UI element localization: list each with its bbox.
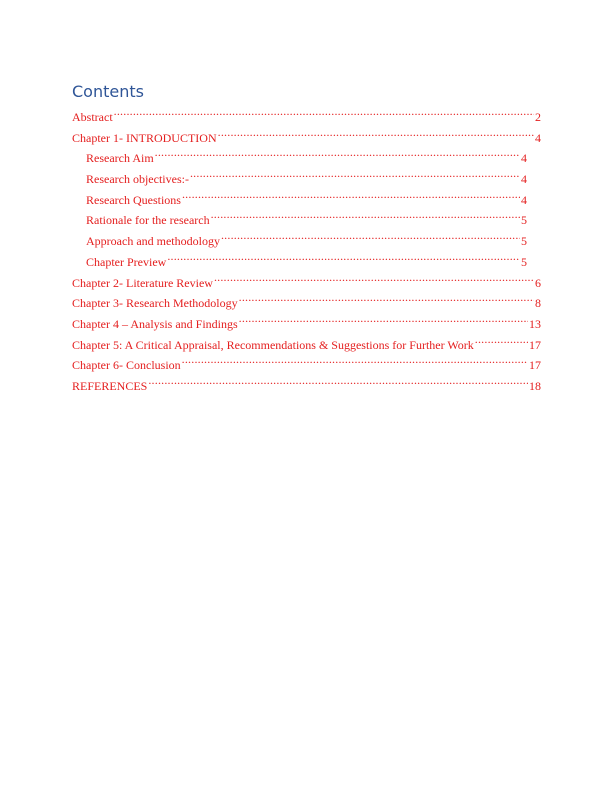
toc-page-number: 13 [529,316,541,331]
toc-entry-label: Chapter 1- INTRODUCTION [72,130,217,145]
toc-dot-leader [167,246,520,266]
toc-title: Contents [72,82,144,101]
toc-dot-leader [211,204,520,224]
toc-entry-label: Chapter 6- Conclusion [72,358,181,373]
toc-page-number: 4 [521,172,527,187]
toc-dot-leader [182,184,520,204]
toc-dot-leader [190,163,520,183]
toc-entry-chapter-1[interactable] [72,122,541,143]
toc-entry-label: Research objectives:- [86,172,189,187]
toc-entry-label: Chapter 3- Research Methodology [72,296,238,311]
toc-entry-label: Approach and methodology [86,234,220,249]
toc-entry-label: REFERENCES [72,378,148,393]
table-of-contents [72,101,541,391]
toc-page-number: 5 [521,213,527,228]
toc-dot-leader [239,308,528,328]
toc-entry-label: Rationale for the research [86,213,210,228]
toc-dot-leader [155,142,520,162]
toc-entry-label: Abstract [72,110,113,124]
toc-page-number: 17 [529,358,541,373]
toc-page-number: 8 [535,296,541,311]
toc-page-number: 4 [535,130,541,145]
toc-page-number: 2 [535,110,541,124]
toc-entry-label: Chapter 4 – Analysis and Findings [72,316,238,331]
toc-page-number: 4 [521,151,527,166]
toc-page-number: 18 [529,378,541,393]
toc-entry-label: Research Aim [86,151,154,166]
toc-dot-leader [218,122,534,142]
toc-dot-leader [475,329,528,349]
toc-entry-abstract[interactable] [72,101,541,122]
toc-dot-leader [114,101,534,121]
toc-entry-label: Research Questions [86,192,181,207]
toc-entry-label: Chapter 5: A Critical Appraisal, Recommendations & Suggestions for Further Work [72,337,474,352]
toc-dot-leader [221,225,520,245]
toc-page-number: 5 [521,234,527,249]
toc-dot-leader [182,349,528,369]
toc-dot-leader [148,370,528,390]
toc-page-number: 4 [521,192,527,207]
toc-entry-label: Chapter 2- Literature Review [72,275,213,290]
toc-dot-leader [214,267,534,287]
toc-entry-label: Chapter Preview [86,254,167,269]
toc-page-number: 17 [529,337,541,352]
toc-page-number: 5 [521,254,527,269]
toc-dot-leader [239,287,534,307]
toc-page-number: 6 [535,275,541,290]
